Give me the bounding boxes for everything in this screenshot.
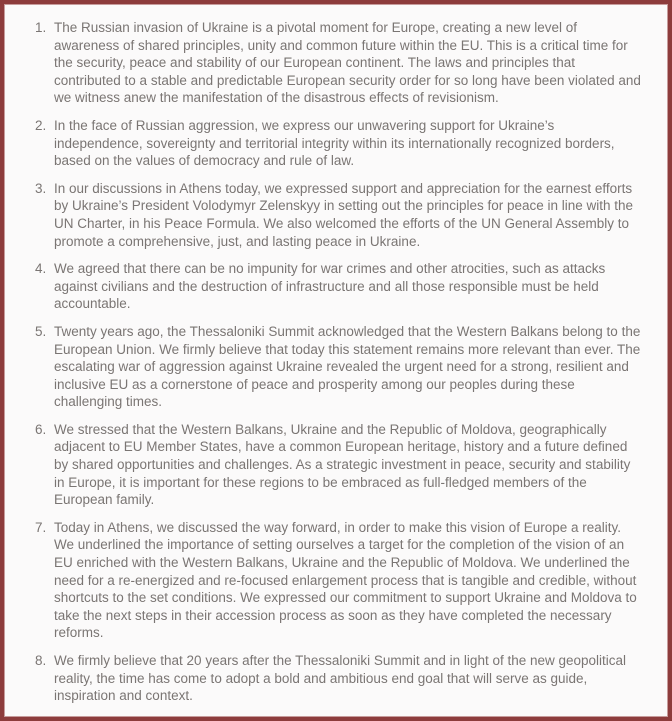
list-item-number: 8. (35, 653, 47, 668)
list-item (35, 19, 642, 107)
list-item-number: 5. (35, 323, 47, 339)
list-item (35, 117, 642, 170)
list-item (35, 421, 642, 509)
list-item-number: 3. (35, 180, 47, 196)
list-item-number: 4. (35, 261, 47, 277)
list-item-text: In the face of Russian aggression, we express our unwavering support for Ukraine’s independence, sovereignty and territorial integrity within its internationally recognized borders, based on the values of democracy and rule of law. (54, 117, 615, 169)
declaration-numbered-list (35, 19, 642, 705)
list-item-number: 6. (35, 421, 47, 437)
list-item (35, 652, 642, 705)
list-item-number: 1. (35, 20, 47, 35)
list-item-text: We stressed that the Western Balkans, Ukraine and the Republic of Moldova, geographically adjacent to EU Member States, have a common European heritage, history and a future defined by shared opportunities and challenges. As a strategic investment in peace, security and stability in Europe, it is important for these regions to be embraced as full-fledged members of the European family. (54, 421, 631, 508)
list-item-number: 2. (35, 117, 47, 133)
list-item-text: Twenty years ago, the Thessaloniki Summit acknowledged that the Western Balkans belong to the European Union. We firmly believe that today this statement remains more relevant than ever. The escalating war of aggression against Ukraine revealed the urgent need for a strong, resilient and inclusive EU as a cornerstone of peace and prosperity among our peoples during these challenging times. (54, 323, 641, 410)
list-item-number: 7. (35, 519, 47, 535)
list-item (35, 260, 642, 313)
list-item-text: In our discussions in Athens today, we expressed support and appreciation for the earnest efforts by Ukraine’s President Volodymyr Zelenskyy in setting out the principles for peace in line with the UN Charter, in his Peace Formula. We also welcomed the efforts of the UN General Assembly to promote a comprehensive, just, and lasting peace in Ukraine. (54, 180, 634, 249)
list-item-text: We agreed that there can be no impunity for war crimes and other atrocities, such as attacks against civilians and the destruction of infrastructure and all those responsible must be held accountable. (54, 261, 606, 312)
list-item (35, 519, 642, 642)
list-item-text: We firmly believe that 20 years after the Thessaloniki Summit and in light of the new geopolitical reality, the time has come to adopt a bold and ambitious end goal that will serve as guide, inspiration and context. (54, 653, 627, 704)
list-item-text: Today in Athens, we discussed the way forward, in order to make this vision of Europe a reality. We underlined the importance of setting ourselves a target for the completion of the vision of an EU enriched with the Western Balkans, Ukraine and the Republic of Moldova. We underlined the need for a re-energized and re-focused enlargement process that is tangible and credible, without shortcuts to the set conditions. We expressed our commitment to support Ukraine and Moldova to take the next steps in their accession process as soon as they have completed the necessary reforms. (54, 519, 637, 641)
list-item-text: The Russian invasion of Ukraine is a pivotal moment for Europe, creating a new level of awareness of shared principles, unity and common future within the EU. This is a critical time for the security, peace and stability of our European continent. The laws and principles that contributed to a stable and predictable European security order for so long have been violated and we witness anew the manifestation of the disastrous effects of revisionism. (54, 20, 641, 106)
list-item (35, 323, 642, 411)
list-item (35, 180, 642, 250)
